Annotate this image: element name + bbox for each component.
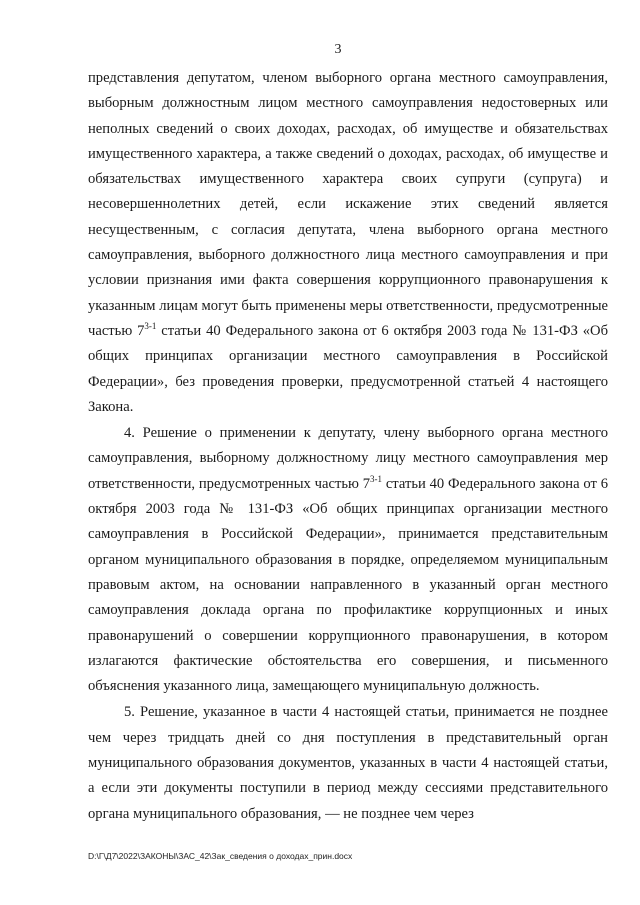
document-body <box>88 66 608 827</box>
paragraph-2-superscript: 3-1 <box>370 473 383 484</box>
paragraph-part-4 <box>88 421 608 699</box>
paragraph-1-text-before: представления депутатом, членом выборного органа местного самоуправления, выборным должностным лицом местного самоуправления недостоверных или неполных сведений о своих доходах, расходах, об имуществе и обязательствах имущественного характера, а также сведений о доходах, расходах, об имуществе и обязательствах имущественного характера своих супруги (супруга) и несовершеннолетних детей, если искажение этих сведений является несущественным, с согласия депутата, члена выборного органа местного самоуправления, выборного должностного лица местного самоуправления и при условии признания ими факта совершения коррупционного правонарушения к указанным лицам могут быть применены меры ответственности, предусмотренные частью 7 <box>88 70 608 339</box>
paragraph-2-text-before: 4. Решение о применении к депутату, члену выборного органа местного самоуправления, выборному должностному лицу местного самоуправления мер ответственности, предусмотренных частью 7 <box>88 425 608 492</box>
paragraph-1-superscript: 3-1 <box>144 321 157 332</box>
paragraph-1-text-after: статьи 40 Федерального закона от 6 октября 2003 года № 131-ФЗ «Об общих принципах организации местного самоуправления в Российской Федерации», без проведения проверки, предусмотренной статьей 4 настоящего Закона. <box>88 322 609 415</box>
footer-file-path: D:\Г\Д7\2022\ЗАКОНЫ\ЗАС_42\Зак_сведения о доходах_прин.docx <box>88 851 353 861</box>
paragraph-continuation <box>88 66 608 420</box>
paragraph-3-text: 5. Решение, указанное в части 4 настоящей статьи, принимается не позднее чем через тридцать дней со дня поступления в представительный орган муниципального образования документов, указанных в части 4 настоящей статьи, а если эти документы поступили в период между сессиями представительного органа муниципального образования, — не позднее чем через <box>88 704 608 822</box>
page-number: 3 <box>334 42 342 57</box>
paragraph-part-5 <box>88 700 608 826</box>
paragraph-2-text-after: статьи 40 Федерального закона от 6 октября 2003 года № 131-ФЗ «Об общих принципах организации местного самоуправления в Российской Федерации», принимается представительным органом муниципального образования в порядке, определяемом муниципальным правовым актом, на основании направленного в указанный орган местного самоуправления доклада органа по профилактике коррупционных и иных правонарушений о совершении коррупционного правонарушения, в котором излагаются фактические обстоятельства его совершения, и письменного объяснения указанного лица, замещающего муниципальную должность. <box>88 475 609 695</box>
